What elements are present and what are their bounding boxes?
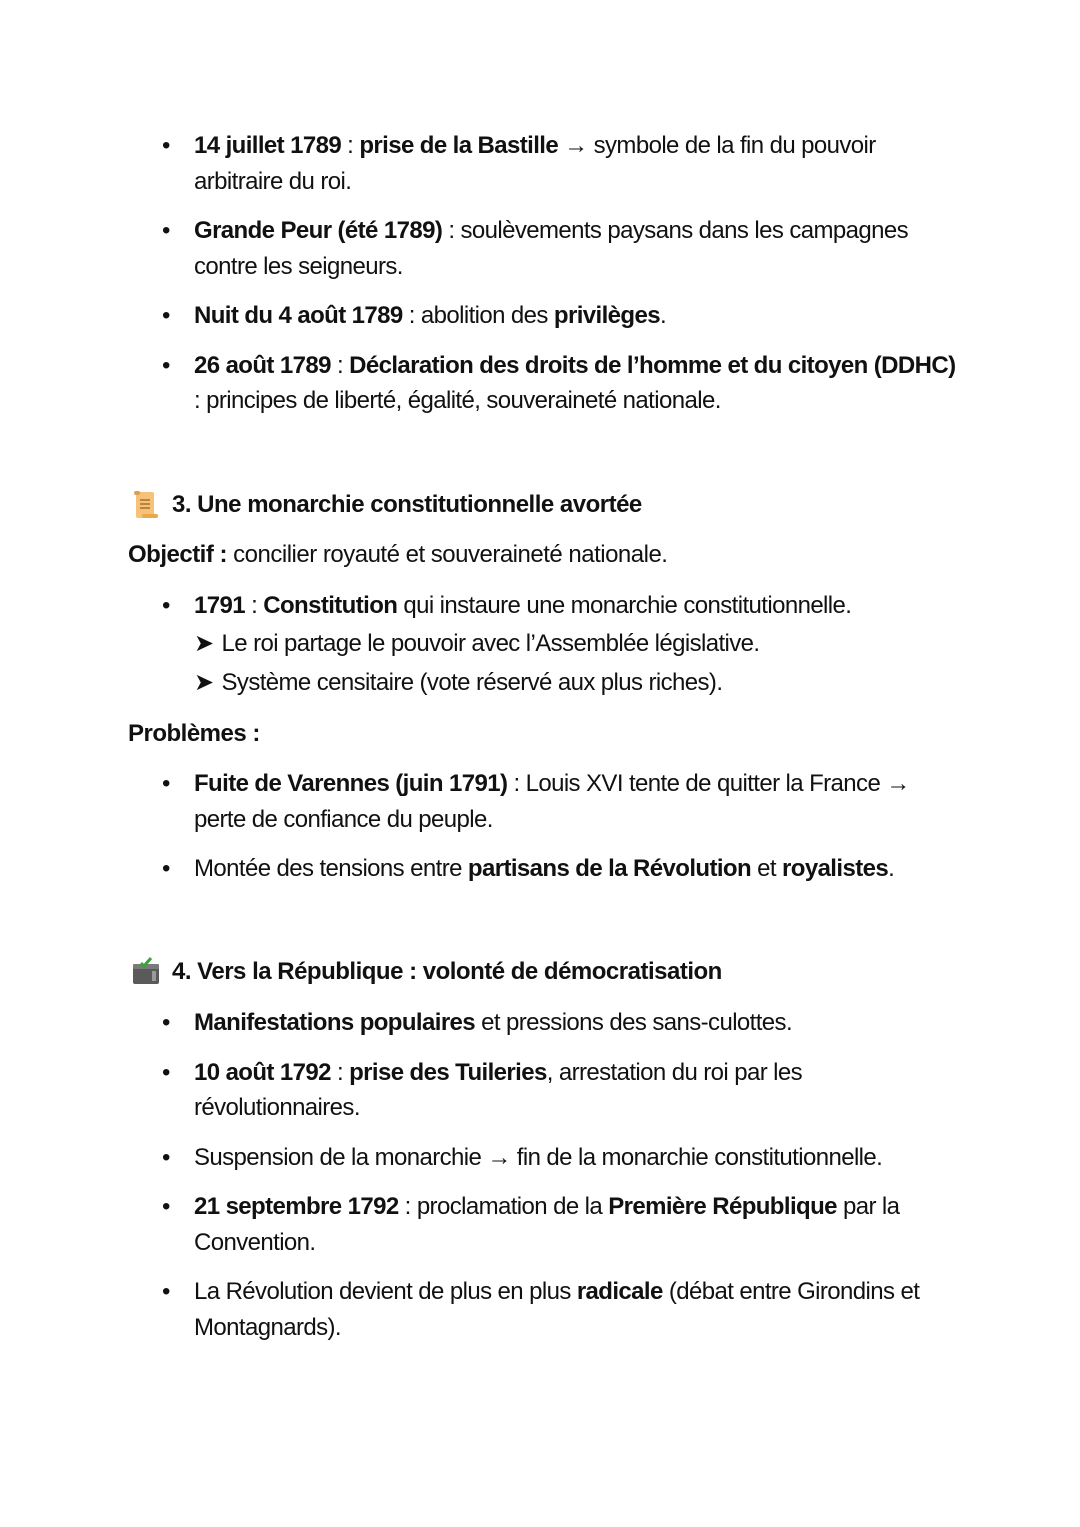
bullet-dot: • <box>162 351 170 379</box>
list-item <box>0 128 1080 199</box>
description: (débat entre Girondins et Montagnards). <box>194 1278 920 1341</box>
section4-list <box>0 1005 1080 1345</box>
sub-item <box>194 663 960 702</box>
date-bold: 14 juillet 1789 <box>194 132 342 159</box>
objective-line <box>128 539 667 571</box>
date-bold: 10 août 1792 <box>194 1058 331 1086</box>
bullet-dot: • <box>162 132 170 159</box>
section-title: 3. Une monarchie constitutionnelle avortée <box>172 491 642 518</box>
event-bold: Grande Peur (été 1789) <box>194 217 443 244</box>
problems-label: Problèmes : <box>128 720 260 747</box>
description: et pressions des sans-culottes. <box>475 1009 793 1036</box>
date-bold: 26 août 1789 <box>194 351 331 379</box>
bullet-dot: • <box>162 592 170 619</box>
description: par la Convention. <box>194 1193 900 1256</box>
keyword-bold: partisans de la Révolution <box>467 855 752 882</box>
bullet-dot: • <box>162 770 170 797</box>
section4-heading <box>130 956 722 988</box>
list-item <box>0 766 1080 837</box>
event-bold: Nuit du 4 août 1789 <box>194 302 403 329</box>
keyword-bold: royalistes <box>782 855 889 882</box>
event-bold: prise de la Bastille <box>359 132 559 159</box>
separator: : <box>341 132 360 159</box>
sub-item <box>194 624 960 663</box>
bullet-dot: • <box>162 1143 170 1171</box>
list-item <box>0 588 1080 702</box>
section3-heading <box>130 489 642 521</box>
bullet-dot: • <box>162 855 170 882</box>
objective-text: concilier royauté et souveraineté nationale. <box>227 541 668 568</box>
description: , arrestation du roi par les révolutionnaires. <box>194 1058 803 1121</box>
arrowhead-icon: ➤ <box>194 668 214 696</box>
objective-label: Objectif : <box>128 541 228 568</box>
bullet-dot: • <box>162 217 170 244</box>
scroll-icon <box>130 489 162 521</box>
list-item <box>0 298 1080 334</box>
bullet-dot: • <box>162 1278 170 1305</box>
description: : proclamation de la <box>398 1193 609 1220</box>
description: qui instaure une monarchie constitutionnelle. <box>397 592 852 619</box>
separator: : <box>330 1058 350 1086</box>
description: et <box>751 855 783 882</box>
keyword-bold: privilèges <box>553 302 660 329</box>
bullet-dot: • <box>162 1058 170 1086</box>
description: : soulèvements paysans dans les campagnes contre les seigneurs. <box>194 217 908 280</box>
event-bold: Déclaration des droits de l’homme et du citoyen (DDHC) <box>349 351 956 379</box>
keyword-bold: Première République <box>608 1193 837 1220</box>
list-item <box>0 213 1080 284</box>
list-item <box>0 1005 1080 1041</box>
separator: : <box>330 351 350 379</box>
ballot-box-icon <box>130 956 162 988</box>
description: Montée des tensions entre <box>194 855 468 882</box>
punctuation: . <box>888 855 895 882</box>
list-item <box>0 1274 1080 1345</box>
event-bold: prise des Tuileries <box>349 1058 547 1086</box>
event-bold: Fuite de Varennes (juin 1791) <box>194 770 508 797</box>
section2-list <box>0 128 1080 419</box>
list-item <box>0 1055 1080 1126</box>
bullet-dot: • <box>162 1009 170 1036</box>
description: Suspension de la monarchie → fin de la monarchie constitutionnelle. <box>194 1143 883 1171</box>
section3-list <box>0 588 1080 702</box>
description: La Révolution devient de plus en plus <box>194 1278 577 1305</box>
sub-item-text: Le roi partage le pouvoir avec l’Assemblée législative. <box>221 629 760 657</box>
section-title: 4. Vers la République : volonté de démocratisation <box>172 958 722 985</box>
date-bold: 21 septembre 1792 <box>194 1193 399 1220</box>
description: → symbole de la fin du pouvoir arbitraire du roi. <box>194 132 876 195</box>
list-item <box>0 851 1080 887</box>
date-bold: 1791 <box>194 592 245 619</box>
punctuation: . <box>659 302 667 329</box>
arrowhead-icon: ➤ <box>194 629 214 657</box>
keyword-bold: radicale <box>576 1278 663 1305</box>
keyword-bold: Manifestations populaires <box>194 1009 476 1036</box>
list-item <box>0 1140 1080 1176</box>
description: : abolition des <box>402 302 554 329</box>
bullet-dot: • <box>162 1193 170 1220</box>
description: : principes de liberté, égalité, souveraineté nationale. <box>194 387 721 414</box>
bullet-dot: • <box>162 302 170 329</box>
description: : Louis XVI tente de quitter la France → perte de confiance du peuple. <box>194 770 910 833</box>
keyword-bold: Constitution <box>263 592 398 619</box>
list-item <box>0 348 1080 419</box>
list-item <box>0 1189 1080 1260</box>
separator: : <box>245 592 264 619</box>
problems-list <box>0 766 1080 887</box>
sub-item-text: Système censitaire (vote réservé aux plus riches). <box>221 668 723 696</box>
